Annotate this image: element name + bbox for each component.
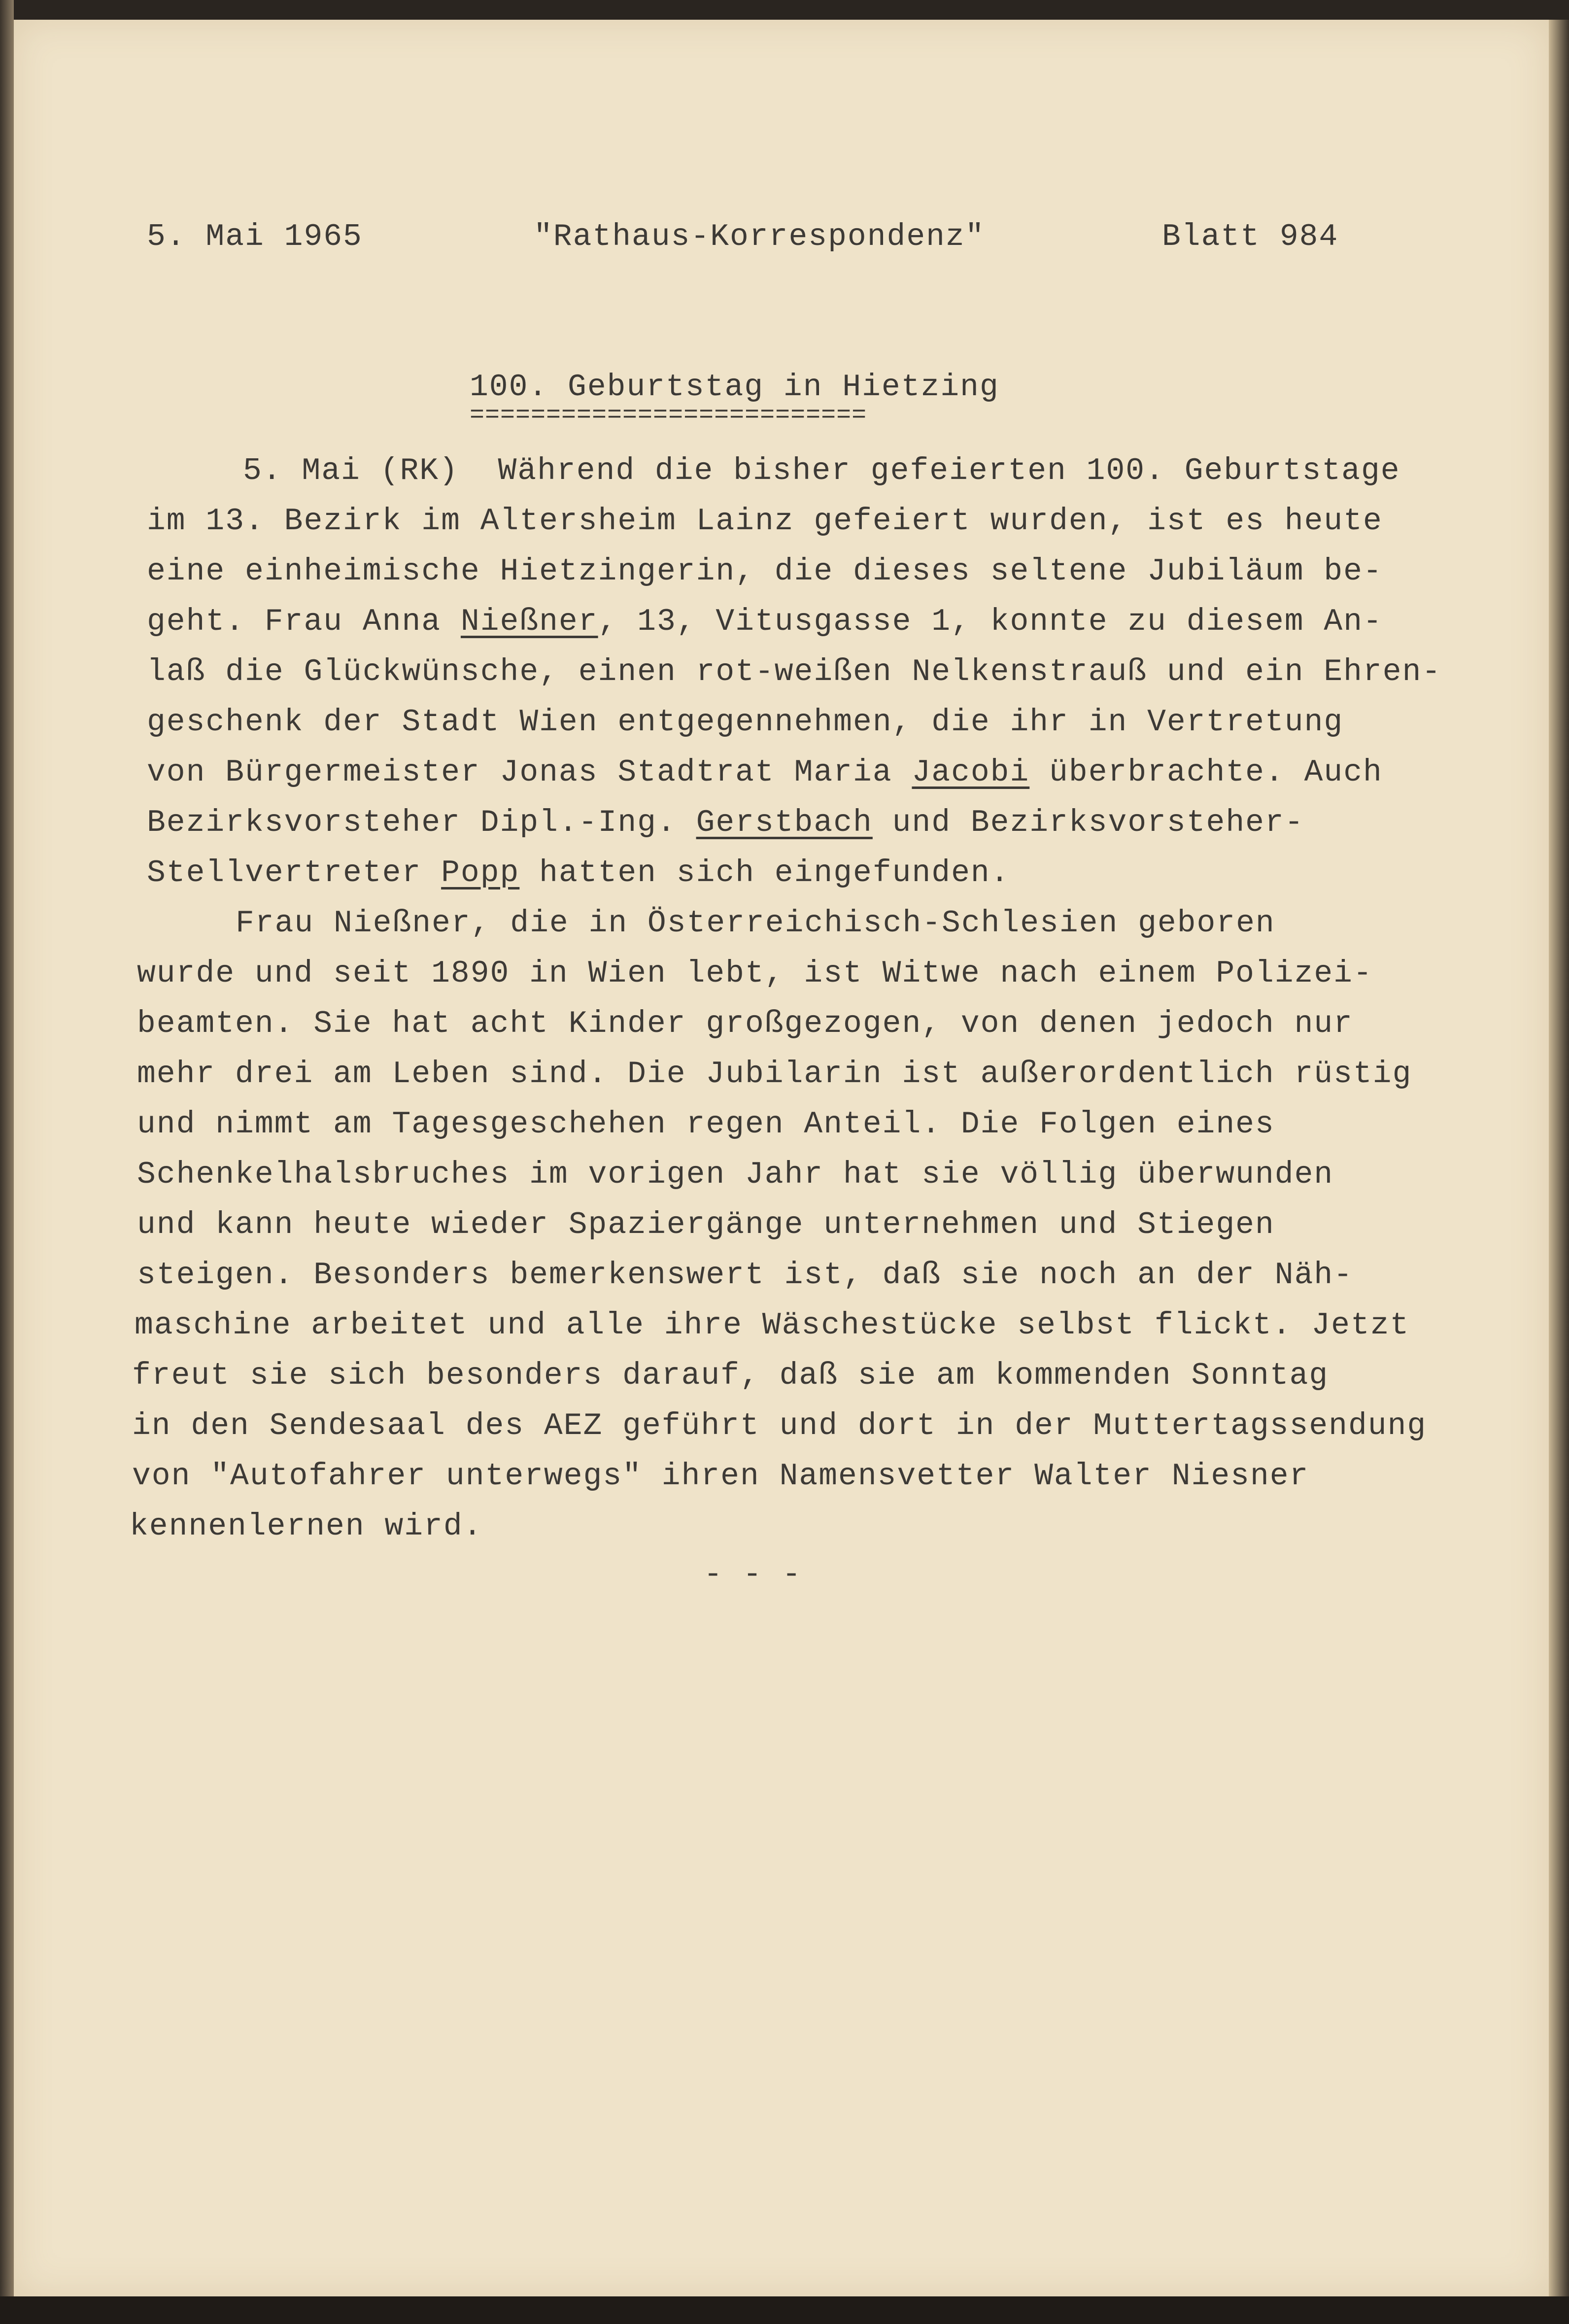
name-niessner: Nießner xyxy=(460,604,598,639)
body-line: von Bürgermeister Jonas Stadtrat Maria Jacobi überbrachte. Auch xyxy=(147,755,1383,790)
body-line: Frau Nießner, die in Österreichisch-Schlesien geboren xyxy=(236,906,1275,941)
scan-page-edge xyxy=(1549,20,1569,2296)
body-line: Schenkelhalsbruches im vorigen Jahr hat sie völlig überwunden xyxy=(137,1157,1334,1192)
document-page xyxy=(14,20,1549,2296)
body-line: im 13. Bezirk im Altersheim Lainz gefeiert wurden, ist es heute xyxy=(147,504,1383,539)
article-headline: 100. Geburtstag in Hietzing xyxy=(470,370,999,405)
body-line: und kann heute wieder Spaziergänge unternehmen und Stiegen xyxy=(137,1207,1275,1242)
scan-bottom-edge xyxy=(0,2296,1569,2324)
end-mark: - - - xyxy=(704,1557,802,1592)
body-line: steigen. Besonders bemerkenswert ist, daß sie noch an der Näh- xyxy=(137,1258,1353,1293)
name-gerstbach: Gerstbach xyxy=(696,805,873,840)
body-line: geschenk der Stadt Wien entgegennehmen, die ihr in Vertretung xyxy=(147,705,1344,740)
body-line: wurde und seit 1890 in Wien lebt, ist Witwe nach einem Polizei- xyxy=(137,956,1373,991)
body-line: von "Autofahrer unterwegs" ihren Namensvetter Walter Niesner xyxy=(132,1459,1309,1494)
body-line: freut sie sich besonders darauf, daß sie am kommenden Sonntag xyxy=(132,1358,1329,1393)
header-date: 5. Mai 1965 xyxy=(147,219,363,254)
header-sheet-number: Blatt 984 xyxy=(1162,219,1339,254)
body-line: geht. Frau Anna Nießner, 13, Vitusgasse 1, konnte zu diesem An- xyxy=(147,604,1383,639)
body-line: Stellvertreter Popp hatten sich eingefunden. xyxy=(147,855,1010,890)
body-line: eine einheimische Hietzingerin, die dieses seltene Jubiläum be- xyxy=(147,554,1383,589)
scan-binding-edge xyxy=(0,0,14,2324)
name-popp: Popp xyxy=(441,855,520,890)
body-line: mehr drei am Leben sind. Die Jubilarin ist außerordentlich rüstig xyxy=(137,1057,1412,1092)
body-line: Bezirksvorsteher Dipl.-Ing. Gerstbach und Bezirksvorsteher- xyxy=(147,805,1304,840)
body-line: laß die Glückwünsche, einen rot-weißen Nelkenstrauß und ein Ehren- xyxy=(147,654,1442,689)
body-line: maschine arbeitet und alle ihre Wäschestücke selbst flickt. Jetzt xyxy=(135,1308,1410,1343)
name-jacobi: Jacobi xyxy=(912,755,1030,790)
header-publication: "Rathaus-Korrespondenz" xyxy=(534,219,985,254)
headline-underline-rule: ========================== xyxy=(470,402,867,430)
body-line: in den Sendesaal des AEZ geführt und dort in der Muttertagssendung xyxy=(132,1408,1427,1443)
body-line: kennenlernen wird. xyxy=(130,1509,483,1544)
body-line: 5. Mai (RK) Während die bisher gefeierten 100. Geburtstage xyxy=(243,453,1400,488)
body-line: und nimmt am Tagesgeschehen regen Anteil. Die Folgen eines xyxy=(137,1107,1275,1142)
body-line: beamten. Sie hat acht Kinder großgezogen, von denen jedoch nur xyxy=(137,1006,1353,1041)
